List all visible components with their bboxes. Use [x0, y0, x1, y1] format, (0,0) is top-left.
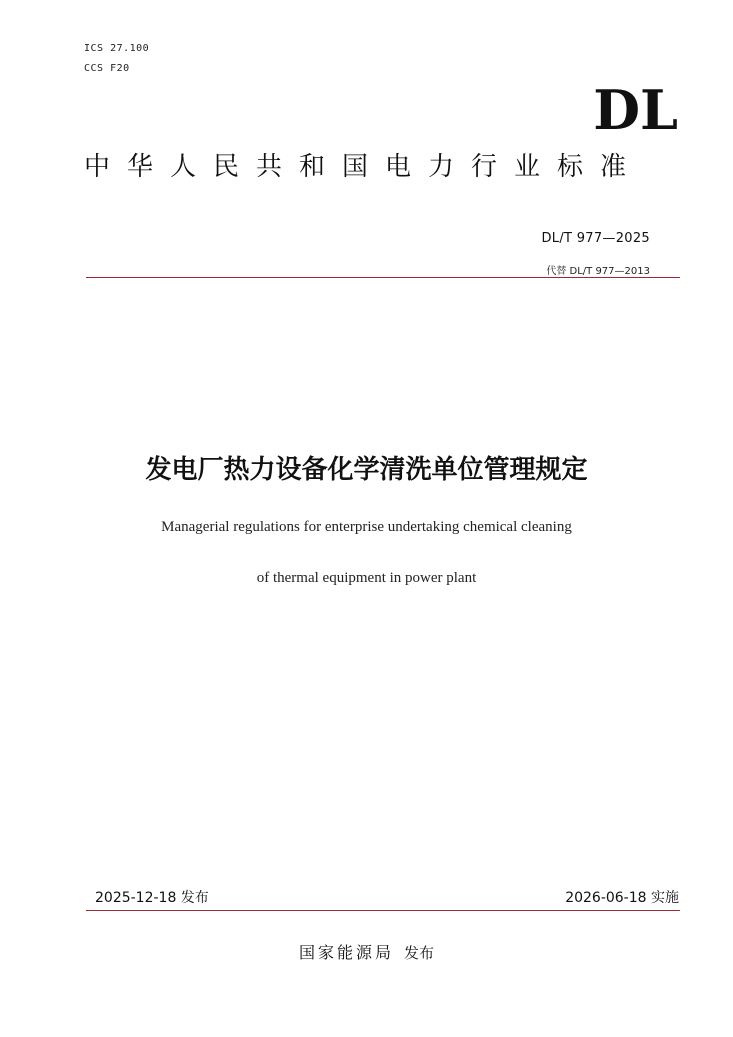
top-divider [86, 277, 680, 278]
implementation-date: 2026-06-18 实施 [565, 890, 679, 906]
bottom-divider [86, 910, 680, 911]
document-title-chinese: 发电厂热力设备化学清洗单位管理规定 [145, 455, 588, 485]
publisher-name: 国家能源局 [298, 943, 394, 962]
publisher-action: 发布 [404, 944, 435, 962]
dl-logo: DL [593, 78, 678, 142]
standard-number: DL/T 977—2025 [541, 231, 650, 246]
standard-type-heading: 中华人民共和国电力行业标准 [84, 152, 644, 182]
issue-date: 2025-12-18 发布 [95, 890, 209, 906]
document-title-english-line1: Managerial regulations for enterprise undertaking chemical cleaning [161, 519, 572, 535]
ccs-code: CCS F20 [84, 63, 130, 74]
document-title-english-line2: of thermal equipment in power plant [256, 570, 477, 586]
replaces-standard: 代替 DL/T 977—2013 [546, 266, 650, 277]
publisher-line [0, 940, 733, 963]
ics-code: ICS 27.100 [84, 43, 150, 54]
